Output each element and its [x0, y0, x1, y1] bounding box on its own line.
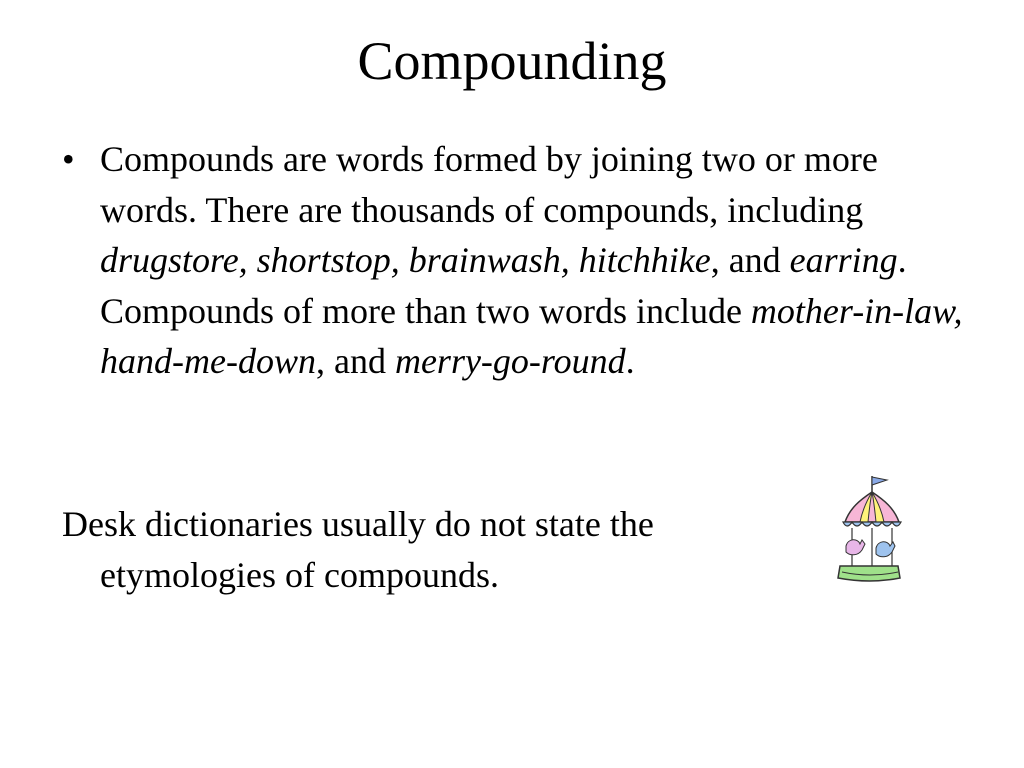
paragraph-text: Desk dictionaries usually do not state the etymologies of compounds.: [62, 504, 654, 595]
italic-term: earring: [789, 240, 898, 280]
bullet-item: [62, 134, 972, 387]
text-run: , and: [710, 240, 790, 280]
bullet-list: [62, 134, 972, 387]
text-run: .: [625, 341, 635, 381]
italic-term: merry-go-round: [394, 341, 626, 381]
italic-term: drugstore, shortstop, brainwash, hitchhike: [100, 240, 711, 280]
slide-title: Compounding: [357, 31, 667, 91]
bullet-text: [100, 134, 972, 387]
text-run: , and: [315, 341, 395, 381]
italic-term: mother-in-law, hand-me-down: [100, 290, 963, 381]
carousel-icon: [832, 474, 906, 584]
bullet-glyph: •: [62, 139, 75, 179]
carousel-svg: [832, 474, 906, 584]
text-run: Compounds are words formed by joining two or more words. There are thousands of compounds, including: [100, 139, 878, 230]
text-run: . Compounds of more than two words include: [100, 240, 907, 331]
